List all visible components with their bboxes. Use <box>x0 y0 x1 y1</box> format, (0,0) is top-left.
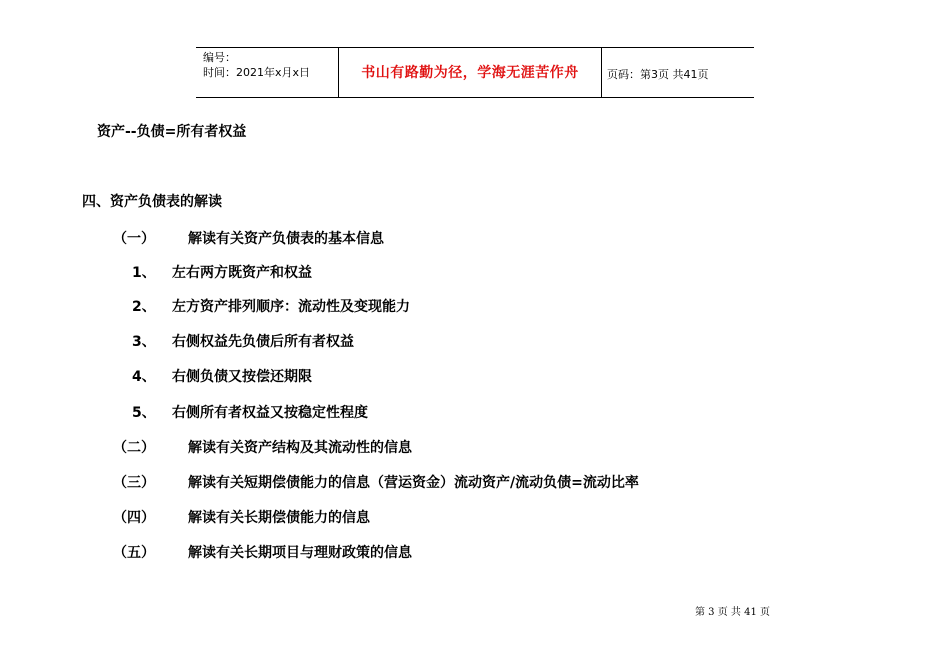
page-header-table <box>196 47 754 98</box>
item-marker: 5、 <box>132 405 156 421</box>
item-marker: 4、 <box>132 369 156 385</box>
item-marker: （二） <box>113 440 155 456</box>
item-text: 解读有关短期偿债能力的信息（营运资金）流动资产/流动负债=流动比率 <box>188 475 639 491</box>
item-marker: （四） <box>113 510 155 526</box>
header-page-code: 页码：第3页 共41页 <box>607 68 709 81</box>
item-marker: （五） <box>113 545 155 561</box>
item-text: 解读有关长期偿债能力的信息 <box>188 510 370 526</box>
header-motto-cell <box>339 48 602 97</box>
item-text: 右侧负债又按偿还期限 <box>172 369 312 385</box>
page-footer: 第 3 页 共 41 页 <box>695 607 770 618</box>
item-marker: 3、 <box>132 334 156 350</box>
header-page-cell <box>602 48 754 97</box>
item-marker: 1、 <box>132 265 156 281</box>
header-meta-cell <box>196 48 339 97</box>
section-title: 四、资产负债表的解读 <box>82 194 222 210</box>
item-text: 左右两方既资产和权益 <box>172 265 312 281</box>
item-marker: （三） <box>113 475 155 491</box>
item-text: 解读有关长期项目与理财政策的信息 <box>188 545 412 561</box>
header-motto: 书山有路勤为径，学海无涯苦作舟 <box>361 64 579 81</box>
item-marker: （一） <box>113 231 155 247</box>
equation-line: 资产--负债=所有者权益 <box>97 124 247 140</box>
item-text: 解读有关资产负债表的基本信息 <box>188 231 384 247</box>
item-text: 左方资产排列顺序：流动性及变现能力 <box>172 299 410 315</box>
header-number-label: 编号： <box>203 51 236 64</box>
item-text: 右侧权益先负债后所有者权益 <box>172 334 354 350</box>
header-time-label: 时间：2021年x月x日 <box>203 66 311 79</box>
item-text: 右侧所有者权益又按稳定性程度 <box>172 405 368 421</box>
item-text: 解读有关资产结构及其流动性的信息 <box>188 440 412 456</box>
item-marker: 2、 <box>132 299 156 315</box>
